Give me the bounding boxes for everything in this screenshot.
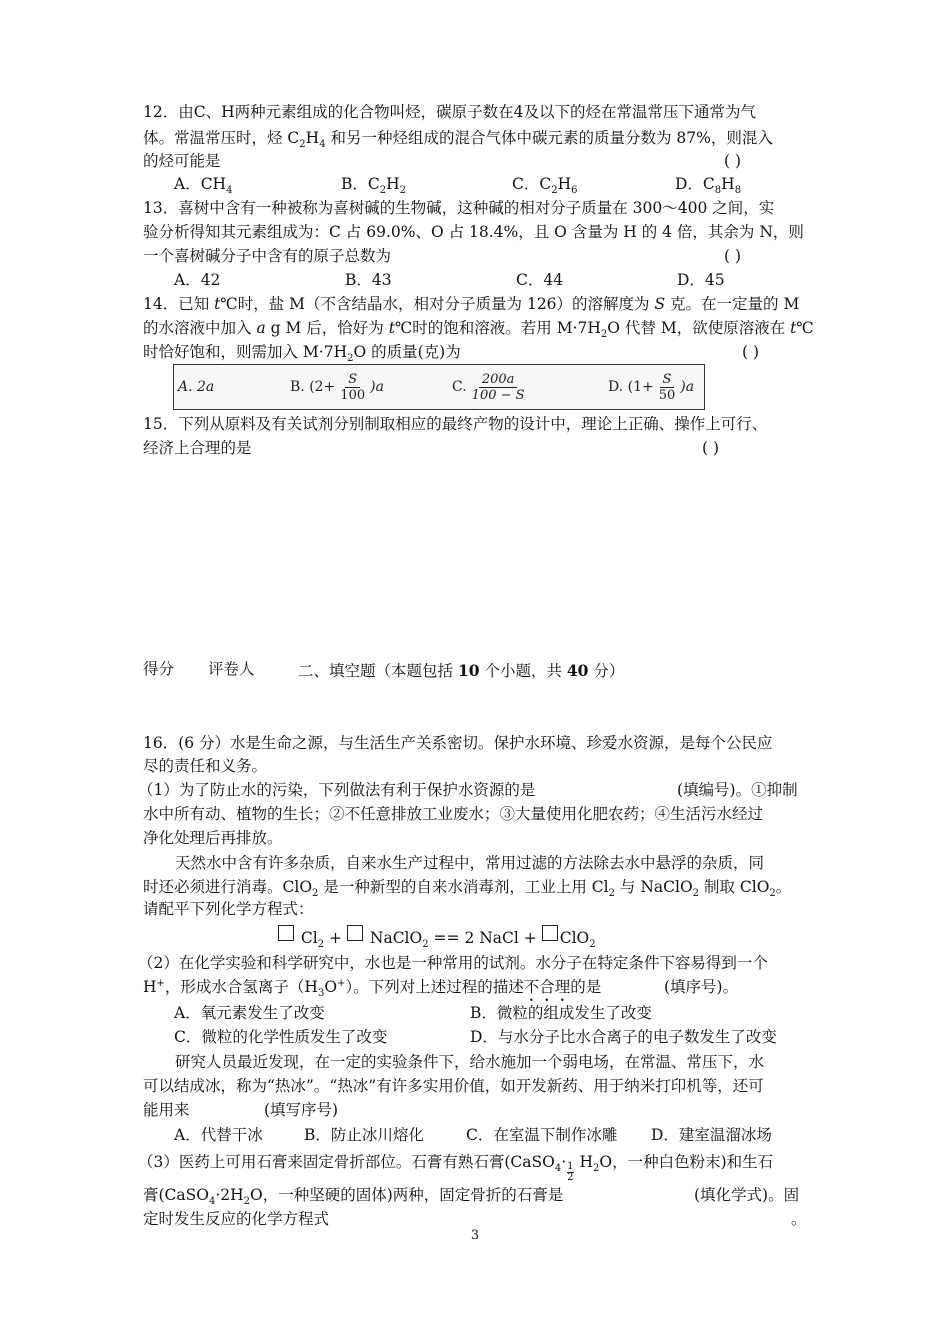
q16-part3-line2: 膏($CaSO_4\cdot 2H_2O$，一种坚硬的固体)两种，固定骨折的石膏是 [143,1186,564,1207]
q16-line2: 尽的责任和义务。 [143,757,268,775]
q15-answer-paren: ( ) [702,439,720,457]
one-half-fraction: $\frac{1}{2}$ [567,1161,574,1183]
q16-hot-ice-option-d: D．建室温溜冰场 [651,1126,772,1144]
q14-option-c: C. $\frac{200a}{100 - S}$ [452,371,525,403]
q12-option-c: C．$C_2H_6$ [512,175,578,196]
q12-answer-paren: ( ) [724,152,742,170]
q16-part2-option-d: D．与水分子比水合离子的电子数发生了改变 [470,1028,777,1046]
q14-answer-paren: ( ) [742,343,760,361]
coefficient-box [347,925,363,941]
q16-para2-line3: 请配平下列化学方程式： [143,900,314,918]
q13-line2: 验分析得知其元素组成为：C 占 69.0%、O 占 18.4%，且 O 含量为 H 的 4 倍，其余为 N，则 [143,223,804,241]
q16-part2-option-c: C．微粒的化学性质发生了改变 [174,1028,388,1046]
q13-option-d: D．45 [677,271,725,289]
q12-line3: 的烃可能是 [143,152,221,170]
q12-line1: 12．由C、H两种元素组成的化合物叫烃，碳原子数在4及以下的烃在常温常压下通常为气 [143,103,756,121]
q16-line1: 16．(6 分）水是生命之源，与生活生产关系密切。保护水环境、珍爱水资源，是每个公民应 [143,734,773,752]
q13-line3: 一个喜树碱分子中含有的原子总数为 [143,247,392,265]
q15-line2: 经济上合理的是 [143,439,252,457]
q16-part3-line2-end: (填化学式)。固 [694,1186,800,1204]
page-number: 3 [470,1228,480,1243]
q14-line1: 14．已知 t℃时，盐 M（不含结晶水，相对分子质量为 126）的溶解度为 S 克。在一定量的 M [143,295,800,313]
q16-part1-line1-end: (填编号)。①抑制 [677,781,798,799]
q16-part1-line3: 净化处理后再排放。 [143,829,283,847]
q14-option-b: B. (2+ $\frac{S}{100}$ )a [290,371,384,403]
q16-hot-ice-line3-end: (填写序号) [264,1101,339,1119]
q16-hot-ice-option-c: C．在室温下制作冰雕 [466,1126,618,1144]
q16-part3-line3-end: 。 [791,1210,807,1228]
q12-option-a: A．$CH_4$ [174,175,233,196]
q13-option-a: A．42 [174,271,221,289]
q13-option-c: C．44 [516,271,564,289]
q16-para2-line1: 天然水中含有许多杂质，自来水生产过程中，常用过滤的方法除去水中悬浮的杂质，同 [175,854,765,872]
q14-line2: 的水溶液中加入 a g M 后，恰好为 t℃时的饱和溶液。若用 $M\cdot 7H_2O$ 代替 M，欲使原溶液在 t℃ [143,319,814,340]
q13-answer-paren: ( ) [724,247,742,265]
coefficient-box [542,925,558,941]
q12-option-d: D．$C_8H_8$ [675,175,742,196]
q16-part2-line2-end: (填序号)。 [664,978,739,996]
q14-options-box [173,364,705,410]
section-title: 二、填空题（本题包括 10 个小题，共 40 分） [298,661,625,680]
q13-option-b: B．43 [345,271,392,289]
score-label: 得分 [143,660,175,678]
q16-hot-ice-option-b: B．防止冰川熔化 [304,1126,424,1144]
q16-part2-option-a: A．氧元素发生了改变 [174,1004,325,1022]
q16-part2-line2: H+，形成水合氢离子$(H_3O^+)$。下列对上述过程的描述不合理的是 [143,978,602,999]
q12-line2: 体。常温常压时，烃 $C_2H_4$ 和另一种烃组成的混合气体中碳元素的质量分数为 87%，则混入 [143,129,773,150]
q14-option-d: D. (1+ $\frac{S}{50}$ )a [608,371,695,403]
q16-part3-line1: （3）医药上可用石膏来固定骨折部位。石膏有熟石膏(CaSO$_4$· $\frac{1}{2}$ $H_2O$，一种白色粉末)和生石 [138,1153,774,1183]
q16-hot-ice-line3: 能用来 [143,1101,190,1119]
q14-line3: 时恰好饱和，则需加入 $M\cdot 7H_2O$ 的质量(克)为 [143,343,461,364]
q16-hot-ice-line1: 研究人员最近发现，在一定的实验条件下，给水施加一个弱电场，在常温、常压下，水 [175,1053,765,1071]
q16-part3-line3: 定时发生反应的化学方程式 [143,1210,330,1228]
q16-part1-line1: （1）为了防止水的污染，下列做法有利于保护水资源的是 [138,781,536,799]
q14-option-a: A. 2a [178,379,215,395]
grader-label: 评卷人 [208,660,255,678]
q12-option-b: B．$C_2H_2$ [341,175,407,196]
q16-hot-ice-option-a: A．代替干冰 [174,1126,263,1144]
q16-part1-line2: 水中所有动、植物的生长；②不任意排放工业废水；③大量使用化肥农药；④生活污水经过 [143,805,764,823]
balance-equation: $Cl_2$ + NaClO$_2$ == 2 NaCl + ClO$_2$ [278,925,596,948]
q16-hot-ice-line2: 可以结成冰，称为“热冰”。“热冰”有许多实用价值，如开发新药、用于纳米打印机等，还可 [143,1077,764,1095]
q15-line1: 15．下列从原料及有关试剂分别制取相应的最终产物的设计中，理论上正确、操作上可行、 [143,415,768,433]
q16-part2-option-b: B．微粒的组成发生了改变 [470,1004,652,1022]
q16-part2-line1: （2）在化学实验和科学研究中，水也是一种常用的试剂。水分子在特定条件下容易得到一个 [138,954,768,972]
coefficient-box [278,925,294,941]
q13-line1: 13．喜树中含有一种被称为喜树碱的生物碱，这种碱的相对分子质量在 300～400 之间，实 [143,199,775,217]
q16-para2-line2: 时还必须进行消毒。ClO$_2$ 是一种新型的自来水消毒剂，工业上用 $Cl_2$ 与 NaClO$_2$ 制取 ClO$_2$。 [143,878,792,899]
